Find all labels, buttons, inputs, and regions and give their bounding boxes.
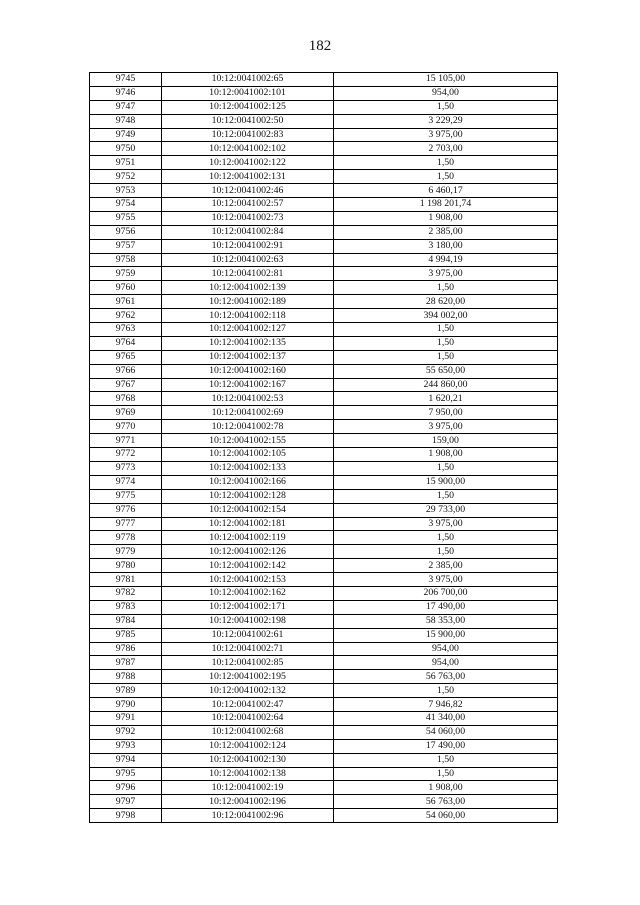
table-row — [90, 739, 558, 753]
cadastral-number-cell: 10:12:0041002:102 — [162, 142, 334, 156]
value-cell: 56 763,00 — [334, 670, 558, 684]
row-number-cell: 9782 — [90, 586, 162, 600]
value-cell: 1,50 — [334, 489, 558, 503]
value-cell: 1,50 — [334, 684, 558, 698]
cadastral-number-cell: 10:12:0041002:155 — [162, 434, 334, 448]
row-number-cell: 9787 — [90, 656, 162, 670]
value-cell: 28 620,00 — [334, 295, 558, 309]
row-number-cell: 9750 — [90, 142, 162, 156]
value-cell: 3 975,00 — [334, 573, 558, 587]
cadastral-number-cell: 10:12:0041002:61 — [162, 628, 334, 642]
cadastral-number-cell: 10:12:0041002:85 — [162, 656, 334, 670]
value-cell: 54 060,00 — [334, 809, 558, 823]
table-row — [90, 461, 558, 475]
row-number-cell: 9794 — [90, 753, 162, 767]
value-cell: 206 700,00 — [334, 586, 558, 600]
value-cell: 1,50 — [334, 156, 558, 170]
value-cell: 2 385,00 — [334, 225, 558, 239]
value-cell: 15 105,00 — [334, 73, 558, 87]
cadastral-number-cell: 10:12:0041002:124 — [162, 739, 334, 753]
value-cell: 3 975,00 — [334, 267, 558, 281]
cadastral-number-cell: 10:12:0041002:119 — [162, 531, 334, 545]
cadastral-number-cell: 10:12:0041002:133 — [162, 461, 334, 475]
cadastral-number-cell: 10:12:0041002:96 — [162, 809, 334, 823]
table-row — [90, 586, 558, 600]
cadastral-number-cell: 10:12:0041002:196 — [162, 795, 334, 809]
value-cell: 3 180,00 — [334, 239, 558, 253]
table-row — [90, 378, 558, 392]
cadastral-number-cell: 10:12:0041002:198 — [162, 614, 334, 628]
value-cell: 1,50 — [334, 350, 558, 364]
row-number-cell: 9765 — [90, 350, 162, 364]
cadastral-number-cell: 10:12:0041002:69 — [162, 406, 334, 420]
row-number-cell: 9764 — [90, 336, 162, 350]
cadastral-number-cell: 10:12:0041002:64 — [162, 711, 334, 725]
cadastral-number-cell: 10:12:0041002:65 — [162, 73, 334, 87]
table-row — [90, 350, 558, 364]
cadastral-number-cell: 10:12:0041002:81 — [162, 267, 334, 281]
cadastral-number-cell: 10:12:0041002:118 — [162, 309, 334, 323]
table-row — [90, 531, 558, 545]
row-number-cell: 9747 — [90, 100, 162, 114]
table-row — [90, 489, 558, 503]
table-row — [90, 628, 558, 642]
cadastral-number-cell: 10:12:0041002:126 — [162, 545, 334, 559]
row-number-cell: 9753 — [90, 184, 162, 198]
value-cell: 17 490,00 — [334, 600, 558, 614]
cadastral-number-cell: 10:12:0041002:166 — [162, 475, 334, 489]
cadastral-number-cell: 10:12:0041002:122 — [162, 156, 334, 170]
row-number-cell: 9751 — [90, 156, 162, 170]
cadastral-number-cell: 10:12:0041002:47 — [162, 698, 334, 712]
value-cell: 2 385,00 — [334, 559, 558, 573]
table-row — [90, 156, 558, 170]
table-row — [90, 809, 558, 823]
row-number-cell: 9783 — [90, 600, 162, 614]
value-cell: 1 198 201,74 — [334, 198, 558, 212]
row-number-cell: 9749 — [90, 128, 162, 142]
table-row — [90, 434, 558, 448]
table-row — [90, 142, 558, 156]
row-number-cell: 9778 — [90, 531, 162, 545]
row-number-cell: 9769 — [90, 406, 162, 420]
cadastral-number-cell: 10:12:0041002:171 — [162, 600, 334, 614]
table-row — [90, 517, 558, 531]
table-row — [90, 239, 558, 253]
table-row — [90, 420, 558, 434]
row-number-cell: 9772 — [90, 448, 162, 462]
value-cell: 17 490,00 — [334, 739, 558, 753]
cadastral-number-cell: 10:12:0041002:71 — [162, 642, 334, 656]
value-cell: 15 900,00 — [334, 475, 558, 489]
row-number-cell: 9760 — [90, 281, 162, 295]
cadastral-number-cell: 10:12:0041002:181 — [162, 517, 334, 531]
cadastral-number-cell: 10:12:0041002:84 — [162, 225, 334, 239]
cadastral-number-cell: 10:12:0041002:131 — [162, 170, 334, 184]
table-row — [90, 475, 558, 489]
row-number-cell: 9771 — [90, 434, 162, 448]
row-number-cell: 9780 — [90, 559, 162, 573]
cadastral-number-cell: 10:12:0041002:105 — [162, 448, 334, 462]
value-cell: 394 002,00 — [334, 309, 558, 323]
value-cell: 7 946,82 — [334, 698, 558, 712]
cadastral-number-cell: 10:12:0041002:132 — [162, 684, 334, 698]
row-number-cell: 9775 — [90, 489, 162, 503]
table-row — [90, 767, 558, 781]
row-number-cell: 9767 — [90, 378, 162, 392]
row-number-cell: 9786 — [90, 642, 162, 656]
value-cell: 159,00 — [334, 434, 558, 448]
table-row — [90, 267, 558, 281]
cadastral-number-cell: 10:12:0041002:19 — [162, 781, 334, 795]
row-number-cell: 9763 — [90, 323, 162, 337]
value-cell: 4 994,19 — [334, 253, 558, 267]
cadastral-number-cell: 10:12:0041002:135 — [162, 336, 334, 350]
table-row — [90, 448, 558, 462]
cadastral-number-cell: 10:12:0041002:137 — [162, 350, 334, 364]
row-number-cell: 9790 — [90, 698, 162, 712]
table-body — [90, 73, 558, 823]
row-number-cell: 9755 — [90, 211, 162, 225]
table-row — [90, 211, 558, 225]
cadastral-number-cell: 10:12:0041002:91 — [162, 239, 334, 253]
value-cell: 954,00 — [334, 642, 558, 656]
row-number-cell: 9789 — [90, 684, 162, 698]
row-number-cell: 9792 — [90, 725, 162, 739]
cadastral-number-cell: 10:12:0041002:53 — [162, 392, 334, 406]
cadastral-number-cell: 10:12:0041002:57 — [162, 198, 334, 212]
value-cell: 1,50 — [334, 461, 558, 475]
row-number-cell: 9784 — [90, 614, 162, 628]
value-cell: 244 860,00 — [334, 378, 558, 392]
value-cell: 1,50 — [334, 531, 558, 545]
cadastral-number-cell: 10:12:0041002:195 — [162, 670, 334, 684]
table-row — [90, 698, 558, 712]
value-cell: 3 975,00 — [334, 420, 558, 434]
table-row — [90, 781, 558, 795]
table-row — [90, 711, 558, 725]
row-number-cell: 9757 — [90, 239, 162, 253]
cadastral-number-cell: 10:12:0041002:167 — [162, 378, 334, 392]
row-number-cell: 9788 — [90, 670, 162, 684]
row-number-cell: 9754 — [90, 198, 162, 212]
value-cell: 1 908,00 — [334, 448, 558, 462]
row-number-cell: 9759 — [90, 267, 162, 281]
row-number-cell: 9796 — [90, 781, 162, 795]
value-cell: 1,50 — [334, 100, 558, 114]
value-cell: 15 900,00 — [334, 628, 558, 642]
cadastral-number-cell: 10:12:0041002:154 — [162, 503, 334, 517]
value-cell: 1,50 — [334, 545, 558, 559]
row-number-cell: 9748 — [90, 114, 162, 128]
page-number: 182 — [308, 38, 332, 54]
value-cell: 954,00 — [334, 656, 558, 670]
table-row — [90, 503, 558, 517]
value-cell: 3 975,00 — [334, 128, 558, 142]
table-row — [90, 559, 558, 573]
value-cell: 1 908,00 — [334, 781, 558, 795]
row-number-cell: 9793 — [90, 739, 162, 753]
cadastral-number-cell: 10:12:0041002:138 — [162, 767, 334, 781]
cadastral-number-cell: 10:12:0041002:139 — [162, 281, 334, 295]
row-number-cell: 9761 — [90, 295, 162, 309]
value-cell: 3 229,29 — [334, 114, 558, 128]
table-row — [90, 128, 558, 142]
cadastral-number-cell: 10:12:0041002:73 — [162, 211, 334, 225]
table-row — [90, 295, 558, 309]
cadastral-number-cell: 10:12:0041002:83 — [162, 128, 334, 142]
table-row — [90, 795, 558, 809]
cadastral-number-cell: 10:12:0041002:127 — [162, 323, 334, 337]
table-row — [90, 73, 558, 87]
value-cell: 1 908,00 — [334, 211, 558, 225]
table-row — [90, 86, 558, 100]
row-number-cell: 9758 — [90, 253, 162, 267]
value-cell: 54 060,00 — [334, 725, 558, 739]
row-number-cell: 9770 — [90, 420, 162, 434]
value-cell: 1 620,21 — [334, 392, 558, 406]
cadastral-number-cell: 10:12:0041002:101 — [162, 86, 334, 100]
row-number-cell: 9768 — [90, 392, 162, 406]
row-number-cell: 9745 — [90, 73, 162, 87]
cadastral-number-cell: 10:12:0041002:142 — [162, 559, 334, 573]
cadastral-number-cell: 10:12:0041002:63 — [162, 253, 334, 267]
table-row — [90, 309, 558, 323]
value-cell: 1,50 — [334, 281, 558, 295]
table-row — [90, 614, 558, 628]
table-row — [90, 253, 558, 267]
value-cell: 1,50 — [334, 753, 558, 767]
cadastral-number-cell: 10:12:0041002:160 — [162, 364, 334, 378]
row-number-cell: 9777 — [90, 517, 162, 531]
table-row — [90, 656, 558, 670]
row-number-cell: 9746 — [90, 86, 162, 100]
table-row — [90, 336, 558, 350]
table-row — [90, 670, 558, 684]
row-number-cell: 9798 — [90, 809, 162, 823]
table-row — [90, 114, 558, 128]
table-row — [90, 600, 558, 614]
cadastral-number-cell: 10:12:0041002:189 — [162, 295, 334, 309]
table-row — [90, 725, 558, 739]
value-cell: 41 340,00 — [334, 711, 558, 725]
value-cell: 1,50 — [334, 170, 558, 184]
cadastral-number-cell: 10:12:0041002:68 — [162, 725, 334, 739]
table-row — [90, 364, 558, 378]
row-number-cell: 9795 — [90, 767, 162, 781]
row-number-cell: 9797 — [90, 795, 162, 809]
table-row — [90, 281, 558, 295]
row-number-cell: 9779 — [90, 545, 162, 559]
table-row — [90, 225, 558, 239]
table-row — [90, 323, 558, 337]
cadastral-number-cell: 10:12:0041002:128 — [162, 489, 334, 503]
value-cell: 1,50 — [334, 336, 558, 350]
row-number-cell: 9752 — [90, 170, 162, 184]
cadastral-table — [89, 72, 558, 823]
cadastral-number-cell: 10:12:0041002:46 — [162, 184, 334, 198]
table-row — [90, 392, 558, 406]
row-number-cell: 9773 — [90, 461, 162, 475]
row-number-cell: 9781 — [90, 573, 162, 587]
value-cell: 56 763,00 — [334, 795, 558, 809]
table-row — [90, 573, 558, 587]
table-row — [90, 545, 558, 559]
value-cell: 7 950,00 — [334, 406, 558, 420]
value-cell: 2 703,00 — [334, 142, 558, 156]
row-number-cell: 9776 — [90, 503, 162, 517]
cadastral-number-cell: 10:12:0041002:78 — [162, 420, 334, 434]
row-number-cell: 9766 — [90, 364, 162, 378]
cadastral-number-cell: 10:12:0041002:162 — [162, 586, 334, 600]
value-cell: 29 733,00 — [334, 503, 558, 517]
value-cell: 55 650,00 — [334, 364, 558, 378]
value-cell: 3 975,00 — [334, 517, 558, 531]
table-row — [90, 170, 558, 184]
row-number-cell: 9774 — [90, 475, 162, 489]
table-row — [90, 406, 558, 420]
cadastral-number-cell: 10:12:0041002:50 — [162, 114, 334, 128]
row-number-cell: 9791 — [90, 711, 162, 725]
cadastral-number-cell: 10:12:0041002:153 — [162, 573, 334, 587]
cadastral-number-cell: 10:12:0041002:130 — [162, 753, 334, 767]
value-cell: 58 353,00 — [334, 614, 558, 628]
table-row — [90, 753, 558, 767]
value-cell: 6 460,17 — [334, 184, 558, 198]
cadastral-number-cell: 10:12:0041002:125 — [162, 100, 334, 114]
value-cell: 954,00 — [334, 86, 558, 100]
row-number-cell: 9762 — [90, 309, 162, 323]
table-row — [90, 198, 558, 212]
table-row — [90, 684, 558, 698]
table-row — [90, 642, 558, 656]
row-number-cell: 9756 — [90, 225, 162, 239]
table-row — [90, 184, 558, 198]
row-number-cell: 9785 — [90, 628, 162, 642]
table-row — [90, 100, 558, 114]
value-cell: 1,50 — [334, 767, 558, 781]
value-cell: 1,50 — [334, 323, 558, 337]
